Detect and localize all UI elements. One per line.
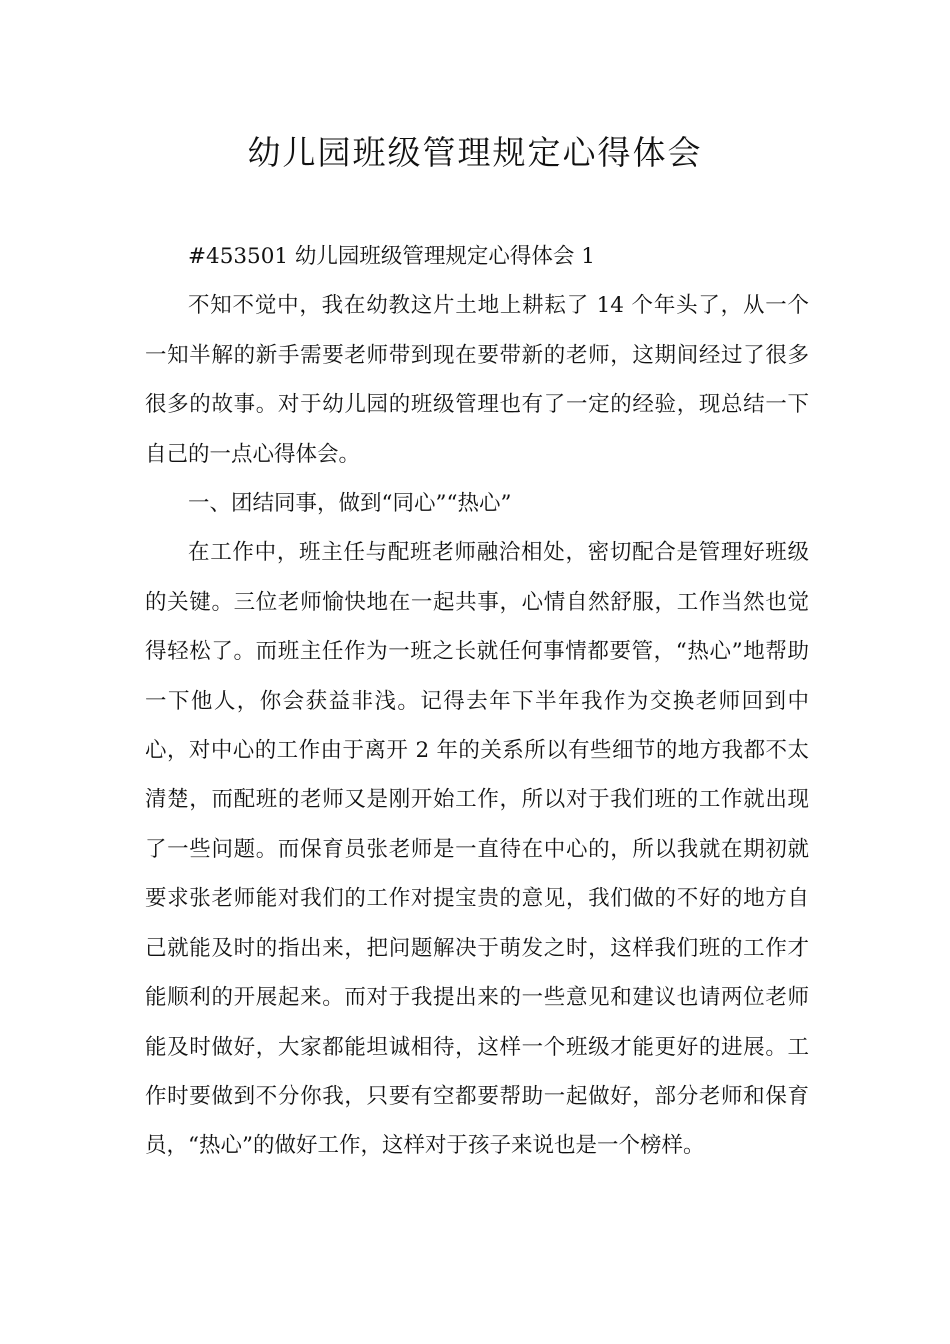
document-title: 幼儿园班级管理规定心得体会 xyxy=(247,133,703,172)
paragraph-intro: 不知不觉中，我在幼教这片土地上耕耘了 14 个年头了，从一个一知半解的新手需要老师带到现在要带新的老师，这期间经过了很多很多的故事。对于幼儿园的班级管理也有了一定的经验，现总结一下自己的一点心得体会。 xyxy=(145,293,809,467)
section-heading-1: 一、团结同事，做到“同心”“热心” xyxy=(188,491,512,517)
document-body xyxy=(145,232,809,1171)
paragraph-section-1: 在工作中，班主任与配班老师融洽相处，密切配合是管理好班级的关键。三位老师愉快地在一起共事，心情自然舒服，工作当然也觉得轻松了。而班主任作为一班之长就任何事情都要管，“热心”地帮助一下他人，你会获益非浅。记得去年下半年我作为交换老师回到中心，对中心的工作由于离开 2 年的关系所以有些细节的地方我都不太清楚，而配班的老师又是刚开始工作，所以对于我们班的工作就出现了一些问题。而保育员张老师是一直待在中心的，所以我就在期初就要求张老师能对我们的工作对提宝贵的意见，我们做的不好的地方自己就能及时的指出来，把问题解决于萌发之时，这样我们班的工作才能顺利的开展起来。而对于我提出来的一些意见和建议也请两位老师能及时做好，大家都能坦诚相待，这样一个班级才能更好的进展。工作时要做到不分你我，只要有空都要帮助一起做好，部分老师和保育员，“热心”的做好工作，这样对于孩子来说也是一个榜样。 xyxy=(145,540,809,1159)
paragraph-heading-1: #453501 幼儿园班级管理规定心得体会 1 xyxy=(188,244,595,269)
